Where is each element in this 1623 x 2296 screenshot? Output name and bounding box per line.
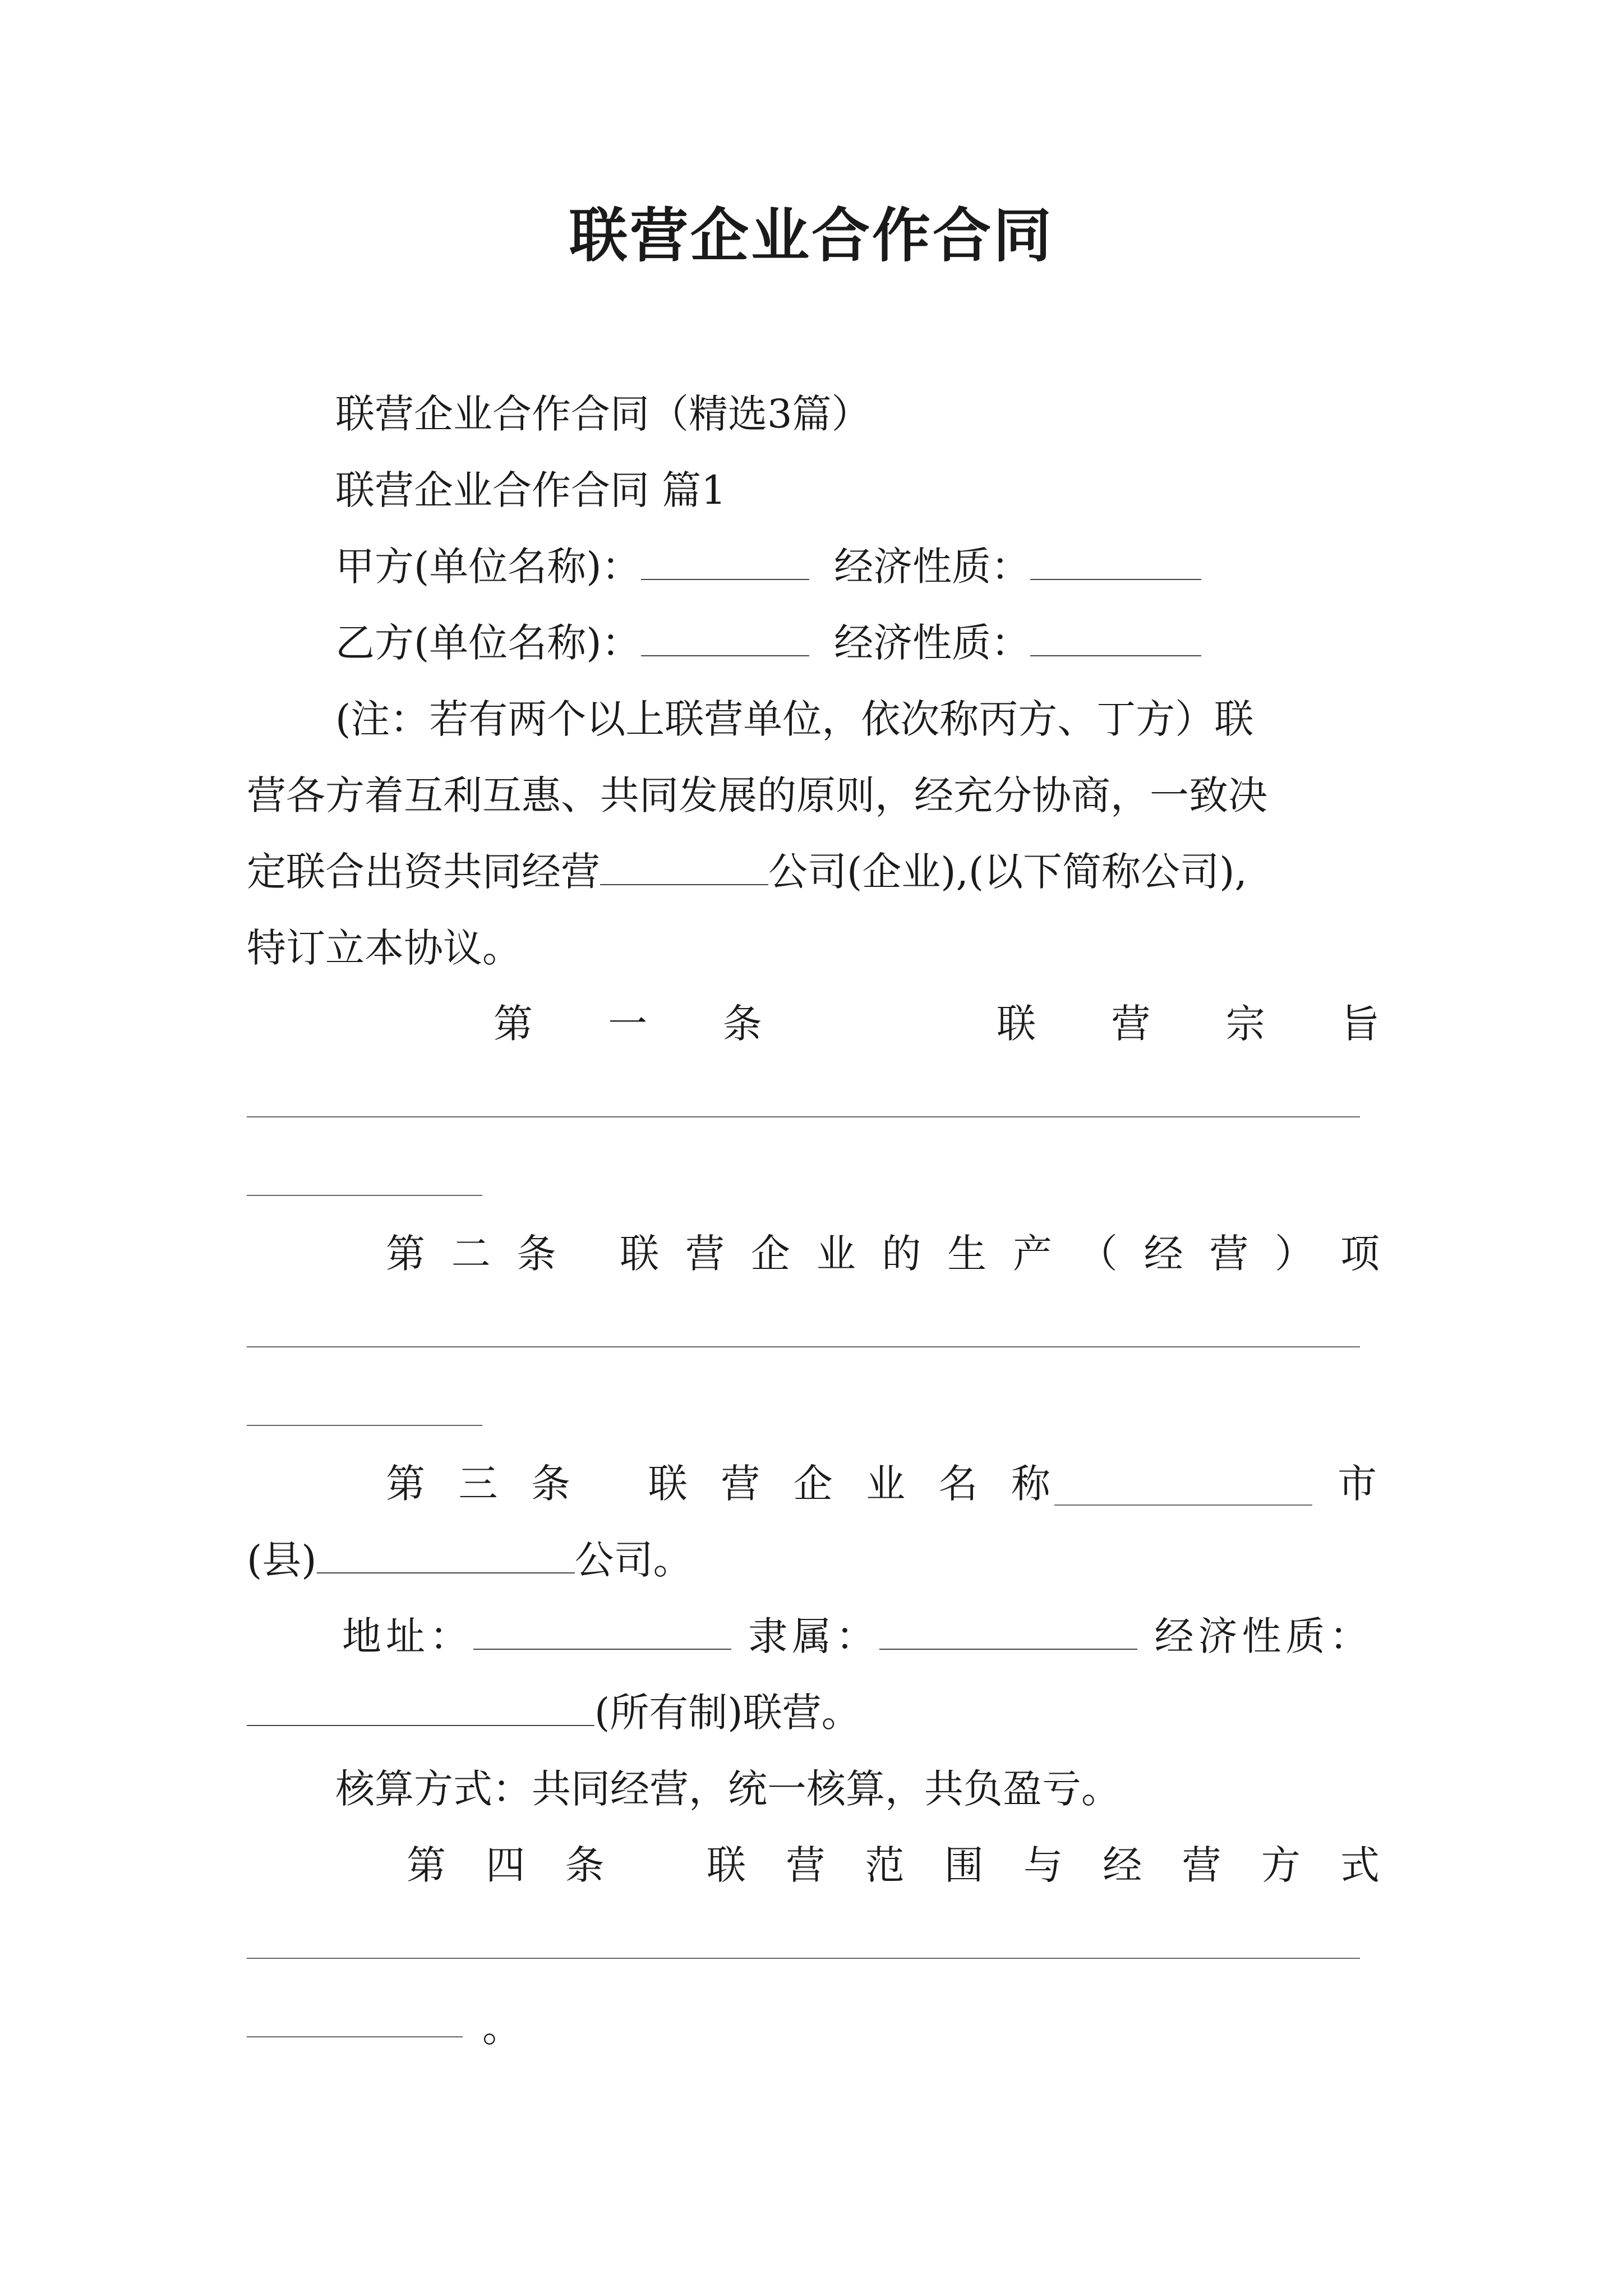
article-2-char: 二 <box>451 1231 491 1277</box>
article-2-char: 企 <box>750 1231 790 1277</box>
article-4-char: 四 <box>486 1842 525 1888</box>
party-a-label: 甲方(单位名称)： <box>335 544 641 590</box>
article-1-char: 营 <box>1111 1001 1151 1047</box>
article-3-char: 第 <box>386 1461 425 1507</box>
article-4-gap <box>644 1837 667 1893</box>
note-line-3 <box>247 844 1247 900</box>
county-line <box>247 1532 693 1588</box>
article-2-fill-line[interactable] <box>247 1346 1360 1347</box>
article-2-gap <box>582 1226 593 1282</box>
note-line-3-prefix: 定联合出资共同经营 <box>247 849 600 895</box>
address-blank[interactable] <box>473 1614 731 1650</box>
article-2-char: 产 <box>1012 1231 1052 1277</box>
article-4-char: 与 <box>1023 1842 1063 1888</box>
article-2-fill-line-end[interactable] <box>247 1425 482 1426</box>
ownership-suffix: (所有制)联营。 <box>594 1690 861 1736</box>
city-suffix: 市 <box>1338 1461 1377 1507</box>
party-a-nature-blank[interactable] <box>1030 544 1201 580</box>
article-2-char: （ <box>1078 1231 1118 1277</box>
article-4-char: 方 <box>1261 1842 1301 1888</box>
article-1-heading <box>494 996 1380 1052</box>
subtitle: 联营企业合作合同（精选3篇） <box>335 391 871 437</box>
article-2-char: 营 <box>1209 1231 1249 1277</box>
article-4-char: 围 <box>944 1842 984 1888</box>
note-line-2: 营各方着互利互惠、共同发展的原则，经充分协商，一致决 <box>247 772 1267 818</box>
article-2-char: ） <box>1275 1231 1315 1277</box>
address-line <box>342 1608 1373 1664</box>
affiliation-blank[interactable] <box>879 1614 1137 1650</box>
party-b-name-blank[interactable] <box>641 620 809 656</box>
article-1-gap <box>837 996 921 1052</box>
address-label: 地址： <box>342 1613 473 1659</box>
article-1-char: 第 <box>494 1001 533 1047</box>
article-1-fill-line[interactable] <box>247 1116 1360 1117</box>
article-3-char: 称 <box>1011 1461 1050 1507</box>
article-2-char: 生 <box>947 1231 987 1277</box>
company-suffix: 公司。 <box>574 1537 693 1583</box>
article-3-char: 联 <box>648 1461 688 1507</box>
article-4-char: 营 <box>1182 1842 1221 1888</box>
party-a-nature-label: 经济性质： <box>834 544 1031 590</box>
party-b-line <box>335 615 1201 671</box>
county-prefix: (县) <box>247 1537 317 1583</box>
article-3-gap <box>603 1456 615 1512</box>
article-4-char: 范 <box>865 1842 905 1888</box>
article-3-char: 三 <box>458 1461 498 1507</box>
article-2-char: 营 <box>685 1231 725 1277</box>
county-company-blank[interactable] <box>317 1538 575 1573</box>
article-4-char: 营 <box>786 1842 826 1888</box>
article-2-char: 项 <box>1340 1231 1380 1277</box>
article-4-end-mark: 。 <box>482 2005 522 2051</box>
article-1-fill-line-end[interactable] <box>247 1195 482 1196</box>
party-a-name-blank[interactable] <box>641 544 809 580</box>
article-2-char: 业 <box>816 1231 856 1277</box>
article-1-char: 旨 <box>1340 1001 1380 1047</box>
party-a-line <box>335 539 1201 595</box>
article-4-fill-line[interactable] <box>247 1958 1360 1959</box>
article-3-char: 条 <box>531 1461 570 1507</box>
article-3-char: 企 <box>793 1461 833 1507</box>
article-4-char: 经 <box>1103 1842 1142 1888</box>
article-1-char: 条 <box>722 1001 762 1047</box>
party-b-label: 乙方(单位名称)： <box>335 620 641 666</box>
note-line-1: (注：若有两个以上联营单位，依次称丙方、丁方）联 <box>335 696 1254 742</box>
article-4-char: 条 <box>565 1842 605 1888</box>
party-b-nature-blank[interactable] <box>1030 620 1201 656</box>
article-3-char: 名 <box>938 1461 978 1507</box>
city-name-blank[interactable] <box>1054 1504 1312 1506</box>
article-2-char: 经 <box>1144 1231 1183 1277</box>
article-1-char: 一 <box>608 1001 648 1047</box>
article-1-char: 宗 <box>1225 1001 1265 1047</box>
article-3-char: 业 <box>866 1461 906 1507</box>
article-3-char: 营 <box>721 1461 760 1507</box>
article-2-heading <box>386 1226 1380 1282</box>
article-2-char: 的 <box>882 1231 921 1277</box>
joint-company-name-blank[interactable] <box>600 849 768 885</box>
ownership-blank[interactable] <box>247 1690 594 1726</box>
article-4-char: 第 <box>407 1842 446 1888</box>
article-2-char: 联 <box>620 1231 660 1277</box>
article-4-char: 联 <box>707 1842 746 1888</box>
accounting-method: 核算方式：共同经营，统一核算，共负盈亏。 <box>335 1766 1121 1812</box>
party-b-nature-label: 经济性质： <box>834 620 1031 666</box>
article-3-nature-label: 经济性质： <box>1154 1613 1373 1659</box>
article-4-heading <box>407 1837 1380 1893</box>
affiliation-label: 隶属： <box>748 1613 880 1659</box>
article-4-fill-line-end[interactable] <box>247 2036 463 2037</box>
article-1-char: 联 <box>997 1001 1036 1047</box>
section-heading: 联营企业合作合同 篇1 <box>335 467 726 513</box>
note-line-3-suffix: 公司(企业),(以下简称公司), <box>768 849 1247 895</box>
article-4-char: 式 <box>1340 1842 1380 1888</box>
article-2-char: 条 <box>517 1231 556 1277</box>
article-2-char: 第 <box>386 1231 425 1277</box>
ownership-line <box>247 1685 861 1741</box>
note-line-4: 特订立本协议。 <box>247 925 522 971</box>
article-3-heading <box>386 1456 1050 1512</box>
document-title: 联营企业合作合同 <box>569 201 1054 270</box>
